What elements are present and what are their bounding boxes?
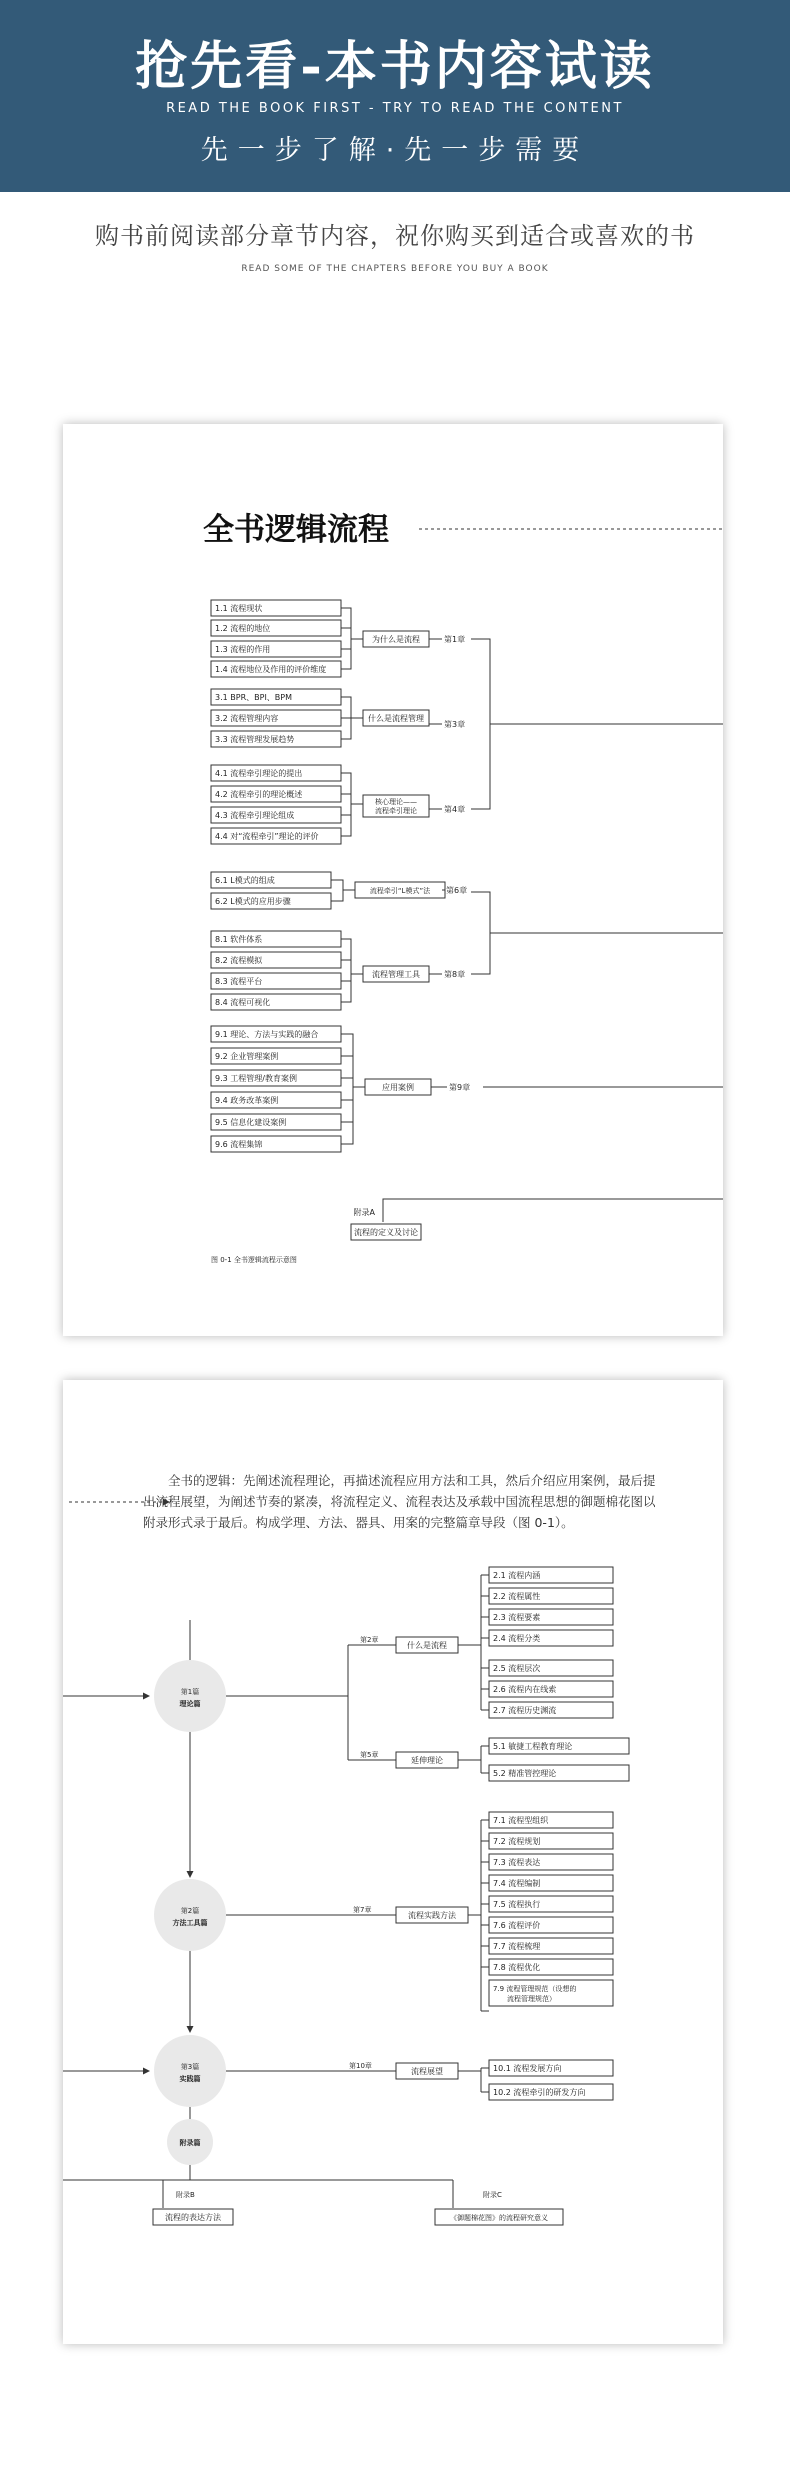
b1-item-6: 2.6 流程内在线索	[493, 1685, 557, 1694]
spine-top	[471, 639, 490, 809]
g1-item-2: 1.2 流程的地位	[215, 624, 271, 633]
part-1-line1: 第1篇	[180, 1688, 200, 1696]
g6-item-2: 9.2 企业管理案例	[215, 1052, 279, 1061]
g3-item-3: 4.3 流程牵引理论组成	[215, 811, 295, 820]
b3-item-9-line2: 流程管理规范）	[507, 1995, 556, 2003]
g5-item-1: 8.1 软件体系	[215, 935, 263, 944]
g6-item-3: 9.3 工程管理/教育案例	[215, 1074, 297, 1083]
g5-item-2: 8.2 流程模拟	[215, 956, 263, 965]
b2-chapter: 第5章	[360, 1751, 379, 1759]
logic-paragraph: 全书的逻辑：先阐述流程理论，再描述流程应用方法和工具，然后介绍应用案例，最后提出流程展望，为阐述节奏的紧凑，将流程定义、流程表达及承载中国流程思想的御题棉花图以附录形式录于最后。构成学理、方法、器具、用案的完整篇章导段（图 0-1）。	[143, 1473, 656, 1530]
g2-item-2: 3.2 流程管理内容	[215, 714, 279, 723]
b2-topic: 延伸理论	[411, 1756, 443, 1765]
b1-item-3: 2.3 流程要素	[493, 1613, 541, 1622]
page-1-card	[63, 424, 723, 1336]
b2-item-2: 5.2 精准管控理论	[493, 1769, 557, 1778]
g1-bracket	[341, 608, 351, 669]
g4-chapter: 第6章	[446, 886, 468, 895]
g3-item-1: 4.1 流程牵引理论的提出	[215, 769, 303, 778]
appendix-part-label: 附录篇	[179, 2139, 201, 2147]
g5-chapter: 第8章	[444, 970, 466, 979]
diagram-heading: 全书逻辑流程	[203, 512, 389, 548]
b3-item-2: 7.2 流程规划	[493, 1837, 541, 1846]
g2-chapter: 第3章	[444, 720, 466, 729]
figure-caption: 图 0-1 全书逻辑流程示意图	[211, 1256, 297, 1264]
g4-topic: 流程牵引“L模式”法	[369, 887, 431, 895]
appendix-b-label: 附录B	[176, 2191, 195, 2199]
appendix-c-text: 《御题棉花图》的流程研究意义	[450, 2214, 548, 2222]
b3-item-6: 7.6 流程评价	[493, 1921, 541, 1930]
b4-topic: 流程展望	[411, 2067, 443, 2076]
g5-bracket	[341, 939, 351, 1002]
b2-item-1: 5.1 敏捷工程教育理论	[493, 1742, 573, 1751]
g1-item-1: 1.1 流程现状	[215, 604, 263, 613]
b4-item-1: 10.1 流程发展方向	[493, 2064, 562, 2073]
banner-title: 抢先看-本书内容试读	[135, 36, 655, 97]
b1-item-2: 2.2 流程属性	[493, 1592, 541, 1601]
b3-item-5: 7.5 流程执行	[493, 1900, 541, 1909]
part-2-line2: 方法工具篇	[172, 1919, 208, 1927]
b3-item-3: 7.3 流程表达	[493, 1858, 541, 1867]
g4-item-1: 6.1 L模式的组成	[215, 876, 275, 885]
g3-item-4: 4.4 对“流程牵引”理论的评价	[215, 832, 319, 841]
b1-item-4: 2.4 流程分类	[493, 1634, 541, 1643]
b3-item-7: 7.7 流程梳理	[493, 1942, 541, 1951]
b1-chapter: 第2章	[360, 1636, 379, 1644]
b1-item-1: 2.1 流程内涵	[493, 1571, 541, 1580]
g6-bracket	[341, 1034, 353, 1144]
b3-chapter: 第7章	[353, 1906, 372, 1914]
appendix-b-text: 流程的表达方法	[165, 2213, 221, 2222]
part-1-line2: 理论篇	[179, 1700, 201, 1708]
appendix-a-label: 附录A	[353, 1208, 375, 1217]
g5-item-3: 8.3 流程平台	[215, 977, 263, 986]
part-1-circle	[154, 1660, 226, 1732]
g5-item-4: 8.4 流程可视化	[215, 998, 271, 1007]
g1-chapter: 第1章	[444, 635, 466, 644]
g3-chapter: 第4章	[444, 805, 466, 814]
g6-item-6: 9.6 流程集锦	[215, 1140, 263, 1149]
part-2-line1: 第2篇	[180, 1907, 200, 1915]
g5-topic: 流程管理工具	[372, 970, 420, 979]
g1-topic: 为什么是流程	[372, 635, 420, 644]
b3-item-9-line1: 7.9 流程管理规范（设想的	[493, 1985, 577, 1993]
b3-topic: 流程实践方法	[408, 1911, 456, 1920]
appendix-a-text: 流程的定义及讨论	[354, 1228, 418, 1237]
part-3-line2: 实践篇	[179, 2075, 201, 2083]
b1-item-5: 2.5 流程层次	[493, 1664, 541, 1673]
g3-bracket	[341, 773, 351, 836]
g2-topic: 什么是流程管理	[368, 714, 424, 723]
logic-flow-diagram-2	[63, 1380, 723, 2344]
g4-item-2: 6.2 L模式的应用步骤	[215, 897, 291, 906]
banner-slogan: 先一步了解·先一步需要	[200, 135, 590, 166]
part-3-circle	[154, 2035, 226, 2107]
g3-topic-line2: 流程牵引理论	[375, 807, 417, 815]
appendix-c-label: 附录C	[483, 2191, 502, 2199]
banner-subtitle-en: READ THE BOOK FIRST - TRY TO READ THE CONTENT	[166, 101, 624, 116]
part-2-circle	[154, 1879, 226, 1951]
spine-mid	[471, 892, 490, 974]
appendix-a-connector	[383, 1199, 393, 1222]
g6-item-1: 9.1 理论、方法与实践的融合	[215, 1030, 319, 1039]
b1-topic: 什么是流程	[407, 1641, 447, 1650]
g1-item-3: 1.3 流程的作用	[215, 645, 271, 654]
g4-bracket	[331, 880, 343, 901]
g6-item-4: 9.4 政务改革案例	[215, 1096, 279, 1105]
b4-item-2: 10.2 流程牵引的研发方向	[493, 2088, 586, 2097]
g6-chapter: 第9章	[449, 1083, 471, 1092]
b3-item-1: 7.1 流程型组织	[493, 1816, 549, 1825]
b3-item-4: 7.4 流程编制	[493, 1879, 541, 1888]
logic-flow-diagram-1	[63, 424, 723, 1336]
g6-topic: 应用案例	[382, 1083, 414, 1092]
page-2-card	[63, 1380, 723, 2344]
g3-item-2: 4.2 流程牵引的理论概述	[215, 790, 303, 799]
b1-item-7: 2.7 流程历史渊流	[493, 1706, 557, 1715]
g2-item-1: 3.1 BPR、BPI、BPM	[215, 693, 293, 702]
g2-item-3: 3.3 流程管理发展趋势	[215, 735, 295, 744]
part-3-line1: 第3篇	[180, 2063, 200, 2071]
header-banner	[0, 0, 790, 192]
intro-line-cn: 购书前阅读部分章节内容，祝你购买到适合或喜欢的书	[95, 222, 695, 250]
g1-item-4: 1.4 流程地位及作用的评价维度	[215, 665, 327, 674]
b4-chapter: 第10章	[349, 2062, 372, 2070]
g3-topic-line1: 核心理论——	[375, 798, 417, 806]
g6-item-5: 9.5 信息化建设案例	[215, 1118, 287, 1127]
b3-item-8: 7.8 流程优化	[493, 1963, 541, 1972]
intro-line-en: READ SOME OF THE CHAPTERS BEFORE YOU BUY A BOOK	[241, 264, 549, 274]
